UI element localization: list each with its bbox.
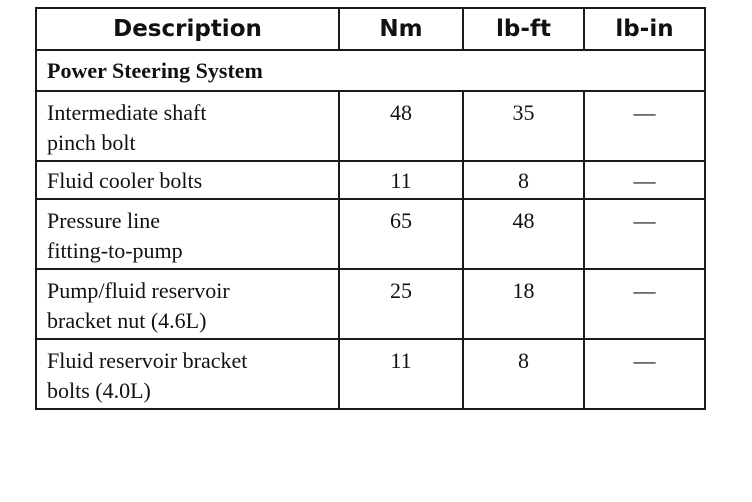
row-lb-ft: 18 bbox=[463, 269, 584, 339]
row-description bbox=[36, 199, 339, 269]
row-description bbox=[36, 91, 339, 161]
description-line: Fluid reservoir bracket bbox=[47, 348, 248, 373]
description-line: bracket nut (4.6L) bbox=[47, 308, 207, 333]
description-line: bolts (4.0L) bbox=[47, 378, 151, 403]
row-nm: 11 bbox=[339, 339, 463, 409]
description-line: Fluid cooler bolts bbox=[47, 168, 203, 193]
table-row bbox=[36, 339, 705, 409]
header-lb-in: lb-in bbox=[584, 8, 705, 50]
table-row bbox=[36, 199, 705, 269]
header-description: Description bbox=[36, 8, 339, 50]
row-nm: 11 bbox=[339, 161, 463, 199]
header-lb-ft: lb-ft bbox=[463, 8, 584, 50]
row-lb-in: — bbox=[584, 269, 705, 339]
description-line: Intermediate shaft bbox=[47, 100, 207, 125]
header-row bbox=[36, 8, 705, 50]
table-row bbox=[36, 91, 705, 161]
row-nm: 65 bbox=[339, 199, 463, 269]
description-line: Pressure line bbox=[47, 208, 161, 233]
row-lb-in: — bbox=[584, 161, 705, 199]
row-lb-in: — bbox=[584, 199, 705, 269]
row-lb-ft: 35 bbox=[463, 91, 584, 161]
row-nm: 48 bbox=[339, 91, 463, 161]
header-nm: Nm bbox=[339, 8, 463, 50]
row-description bbox=[36, 269, 339, 339]
row-description bbox=[36, 339, 339, 409]
table-row bbox=[36, 269, 705, 339]
row-lb-in: — bbox=[584, 91, 705, 161]
row-lb-ft: 8 bbox=[463, 161, 584, 199]
section-title: Power Steering System bbox=[36, 50, 705, 91]
row-lb-ft: 8 bbox=[463, 339, 584, 409]
section-row bbox=[36, 50, 705, 91]
description-line: pinch bolt bbox=[47, 130, 136, 155]
description-line: fitting-to-pump bbox=[47, 238, 183, 263]
row-nm: 25 bbox=[339, 269, 463, 339]
row-lb-ft: 48 bbox=[463, 199, 584, 269]
table-row bbox=[36, 161, 705, 199]
row-lb-in: — bbox=[584, 339, 705, 409]
description-line: Pump/fluid reservoir bbox=[47, 278, 230, 303]
row-description bbox=[36, 161, 339, 199]
torque-spec-table bbox=[35, 7, 706, 410]
